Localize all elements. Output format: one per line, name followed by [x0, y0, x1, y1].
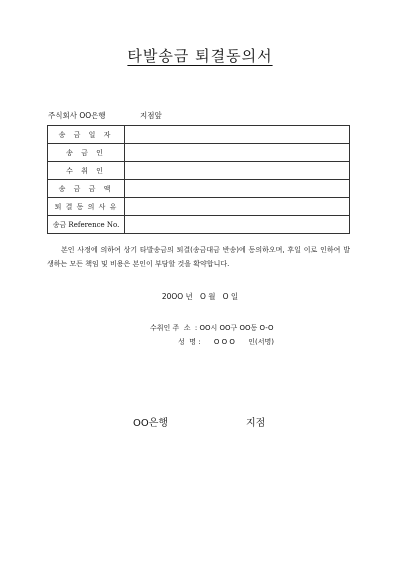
field-label-amount: 송 금 금 액 [48, 180, 125, 198]
table-row [48, 216, 350, 234]
field-label-return-reason: 퇴 결 동 의 사 유 [48, 198, 125, 216]
agreement-text: 본인 사정에 의하여 상기 타발송금의 퇴결(송금대금 반송)에 동의하오며, 후일 이로 인하여 발생하는 모든 책임 및 비용은 본인이 부담할 것을 확약합니다. [47, 246, 350, 268]
recipient-branch: 지점앞 [140, 111, 162, 120]
field-value-reference-no [125, 216, 350, 234]
date-line: 20OO 년 O 월 O 일 [161, 292, 239, 301]
address-line: 수취인 주 소 : OO시 OO구 OO동 O-O [150, 324, 274, 332]
footer-branch: 지점 [246, 418, 266, 429]
field-value-amount [125, 180, 350, 198]
table-row [48, 126, 350, 144]
recipient-bank: 주식회사 OO은행 [48, 111, 106, 120]
remittance-info-table [47, 125, 350, 234]
field-label-reference-no: 송금 Reference No. [48, 216, 125, 234]
field-label-recipient: 수 취 인 [48, 162, 125, 180]
field-value-recipient [125, 162, 350, 180]
table-row [48, 198, 350, 216]
table-row [48, 144, 350, 162]
name-line: 성 명 : O O O 인(서명) [178, 338, 274, 346]
field-label-remit-date: 송 금 일 자 [48, 126, 125, 144]
footer-bank: OO은행 [133, 418, 169, 429]
field-label-sender: 송 금 인 [48, 144, 125, 162]
field-value-remit-date [125, 126, 350, 144]
field-value-return-reason [125, 198, 350, 216]
table-row [48, 162, 350, 180]
field-value-sender [125, 144, 350, 162]
table-row [48, 180, 350, 198]
document-title: 타발송금 퇴결동의서 [127, 47, 273, 65]
